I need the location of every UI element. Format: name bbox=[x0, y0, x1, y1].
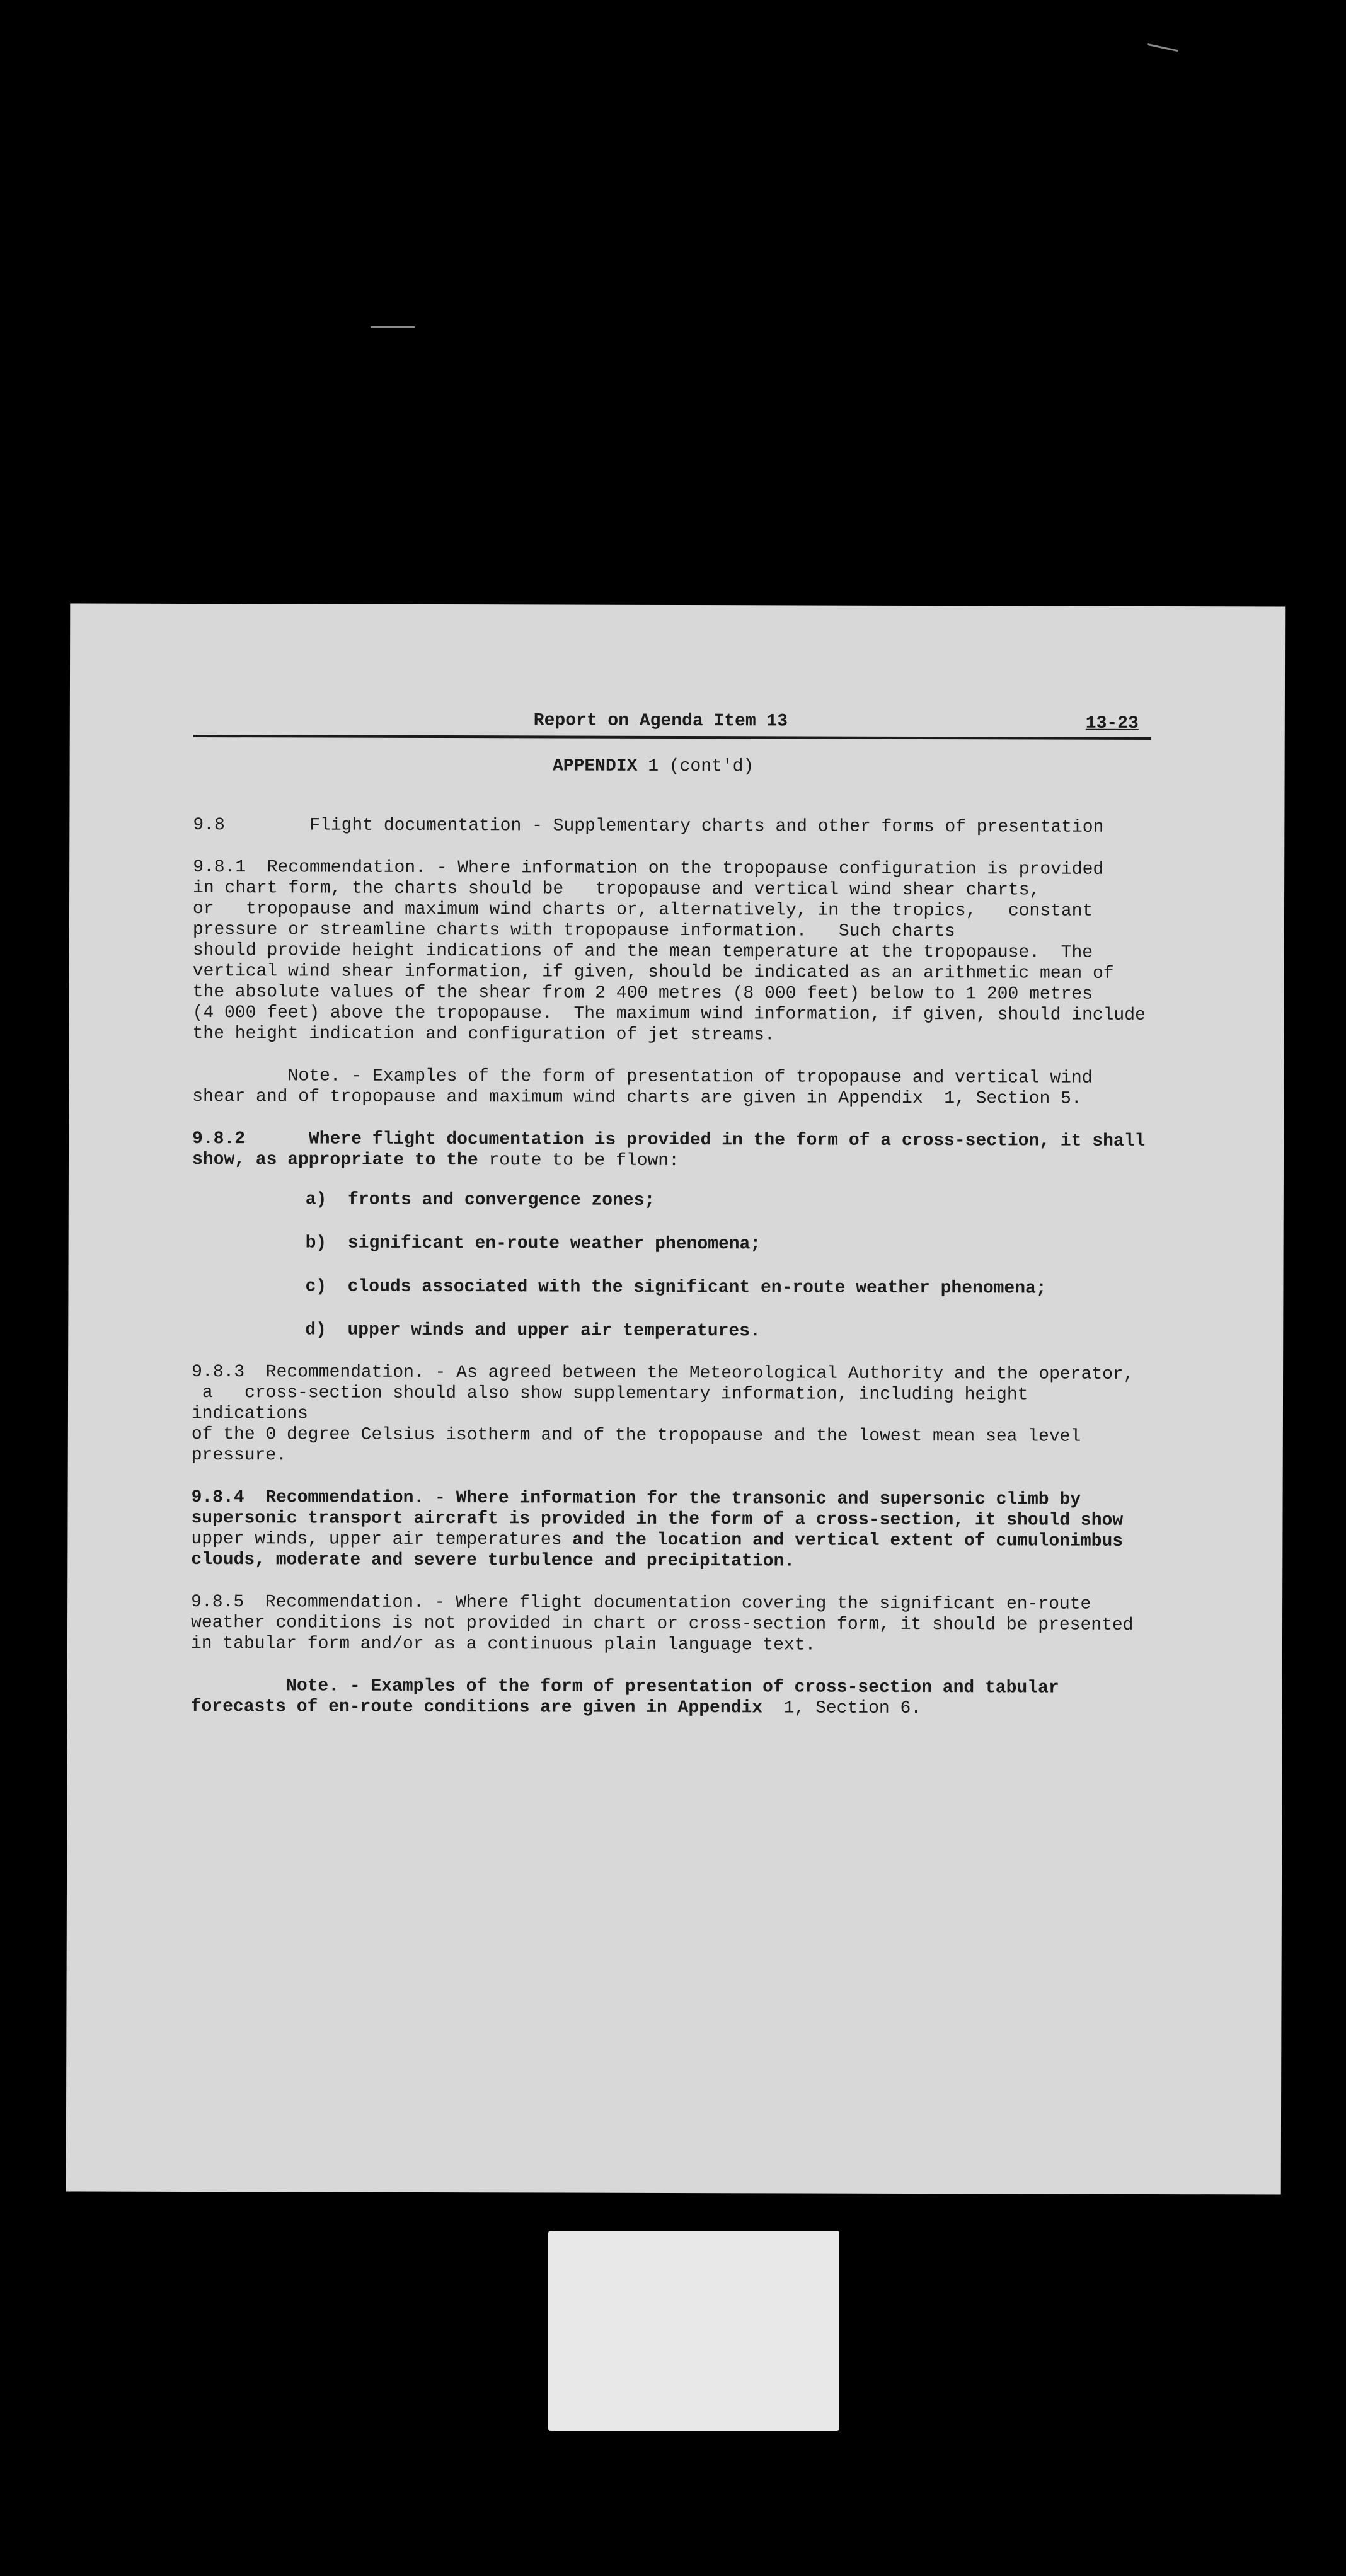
list-text: upper winds and upper air temperatures. bbox=[347, 1320, 761, 1342]
scan-artifact bbox=[371, 326, 415, 328]
page-number: 13-23 bbox=[1085, 713, 1139, 733]
paragraph-9-8-3: 9.8.3 Recommendation. - As agreed between the Meteorological Authority and the operator, a cross-section should also show supplementary information, including height indications of the 0 degree Celsius isotherm and of the tropopause and the lowest mean sea level pressure. bbox=[191, 1362, 1134, 1466]
paragraph-9-8-2-plain: route to be flown: bbox=[478, 1151, 679, 1171]
list-item bbox=[306, 1233, 1150, 1256]
list-marker: b) bbox=[305, 1233, 327, 1253]
cross-section-list bbox=[192, 1189, 1150, 1343]
paragraph-9-8-4-plain: upper winds, upper air temperatures bbox=[191, 1529, 562, 1550]
header-title: Report on Agenda Item 13 bbox=[533, 711, 788, 732]
document-content bbox=[191, 707, 1151, 1720]
note-cross-section-forecasts bbox=[191, 1676, 1149, 1720]
section-heading-9-8 bbox=[193, 815, 1151, 838]
paragraph-9-8-5: 9.8.5 Recommendation. - Where flight documentation covering the significant en-route weather conditions is not provided in chart or cross-section form, it should be presented in tabular form and/or as a continuous plain language text. bbox=[190, 1592, 1134, 1655]
note-2-bold: Note. - Examples of the form of presentation of cross-section and tabular forecasts of en-route conditions are given in Appendix bbox=[190, 1676, 1059, 1718]
appendix-label: APPENDIX bbox=[552, 756, 638, 776]
note-2-plain: 1, Section 6. bbox=[762, 1698, 922, 1719]
paragraph-9-8-2-bold: 9.8.2 Where flight documentation is provided in the form of a cross-section, it shall show, as appropriate to the bbox=[192, 1129, 1146, 1171]
appendix-number: 1 (cont'd) bbox=[648, 756, 754, 777]
paragraph-9-8-4-bold-end: and the location and vertical extent of cumulonimbus clouds, moderate and severe turbulence and precipitation. bbox=[191, 1530, 1124, 1572]
note-tropopause-charts: Note. - Examples of the form of presentation of tropopause and vertical wind shear and of tropopause and maximum wind charts are given in Appendix 1, Section 5. bbox=[192, 1066, 1093, 1109]
section-number: 9.8 bbox=[193, 815, 225, 836]
list-marker: a) bbox=[305, 1190, 327, 1210]
list-text: clouds associated with the significant en-route weather phenomena; bbox=[347, 1277, 1047, 1299]
document-page bbox=[66, 603, 1286, 2194]
list-marker: d) bbox=[305, 1320, 326, 1340]
paragraph-9-8-4-bold: 9.8.4 Recommendation. - Where information for the transonic and supersonic climb by supersonic transport aircraft is provided in the form of a cross-section, it should show bbox=[191, 1487, 1124, 1531]
paragraph-9-8-2 bbox=[192, 1129, 1150, 1173]
list-item bbox=[305, 1276, 1149, 1299]
page-header bbox=[193, 707, 1151, 740]
section-title: Flight documentation - Supplementary charts and other forms of presentation bbox=[309, 815, 1104, 837]
paragraph-9-8-1: 9.8.1 Recommendation. - Where information on the tropopause configuration is provided in chart form, the charts should be tropopause and vertical wind shear charts, or tropopause and maximum wind charts or, alternatively, in the tropics, constant pressure or streamline charts with tropopause information. Such charts should provide height indications of and the mean temperature at the tropopause. The vertical wind shear information, if given, should be indicated as an arithmetic mean of the absolute values of the shear from 2 400 metres (8 000 feet) below to 1 200 metres (4 000 feet) above the tropopause. The maximum wind information, if given, should include the height indication and configuration of jet streams. bbox=[192, 857, 1146, 1045]
list-item bbox=[305, 1320, 1149, 1343]
scan-artifact bbox=[1147, 43, 1178, 52]
paragraph-9-8-4 bbox=[191, 1487, 1149, 1573]
list-text: fronts and convergence zones; bbox=[348, 1190, 655, 1210]
blank-card bbox=[548, 2231, 839, 2431]
list-item bbox=[306, 1189, 1150, 1212]
appendix-heading bbox=[156, 755, 1151, 778]
list-text: significant en-route weather phenomena; bbox=[347, 1233, 761, 1255]
list-marker: c) bbox=[305, 1277, 327, 1297]
